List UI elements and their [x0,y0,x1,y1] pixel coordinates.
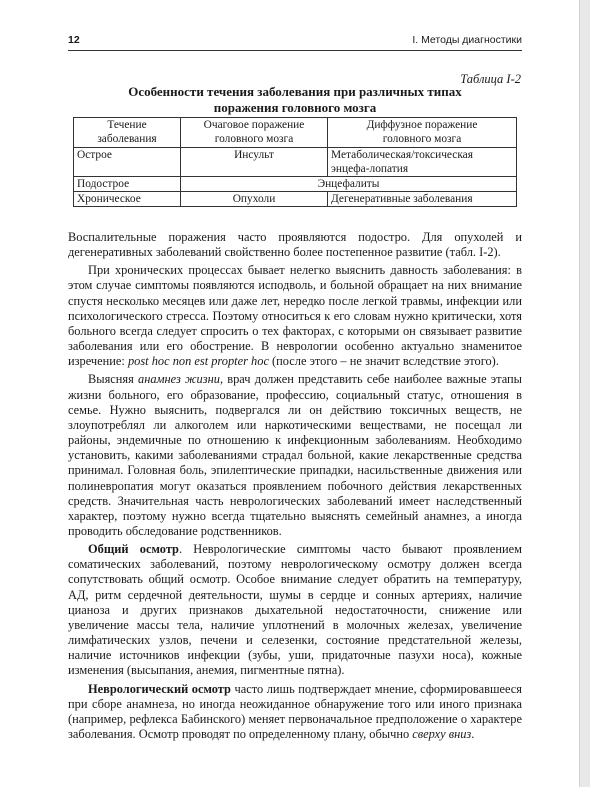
disease-course-table [73,117,517,207]
table-row [74,192,517,207]
table-cell-course: Острое [74,148,181,177]
paragraph [68,263,522,369]
paragraph-text: Воспалительные поражения часто проявляются подостро. Для опухолей и дегенеративных заболеваний свойственно более постепенное развитие (табл. I-2). [68,230,522,260]
table-label: Таблица I-2 [460,72,521,86]
body-text [68,230,522,742]
table-cell-course: Подострое [74,177,181,192]
emphasis-term: сверху вниз [412,727,472,741]
paragraph-text: Выясняя [88,372,139,387]
section-heading-inline: Общий осмотр [88,542,179,557]
emphasis-term: анамнез жизни [138,372,220,387]
paragraph [68,682,522,743]
table-cell-focal: Опухоли [181,192,328,207]
column-header-text: Диффузное поражение [366,119,478,131]
latin-phrase: post hoc non est propter hoc [127,354,269,369]
column-header-text: головного мозга [214,133,294,145]
paragraph-text: . Неврологические симптомы часто бывают проявлением соматических заболеваний, поэтому неврологическому осмотру должен всегда сопутствовать общий осмотр. Особое внимание следует обратить на температуру, АД, ритм сердечной деятельности, шумы в сердце и сонных артериях, наличие цианоза и других признаков дыхательной недостаточности, снижение или увеличение массы тела, наличие уплотнений в молочных железах, увеличение лимфатических узлов, печени и селезенки, состояние предстательной железы, наличие источников инфекции (зубы, уши, придаточные пазухи носа), кожные изменения (высыпания, анемия, пигментные пятна). [68,542,522,678]
running-title: I. Методы диагностики [412,34,522,46]
column-header-text: Течение [107,119,147,131]
table-cell-diffuse: Метаболическая/токсическая энцефа-лопатия [328,148,517,177]
paragraph [68,542,522,678]
column-header-text: заболевания [97,133,157,145]
column-header-diffuse [328,118,517,148]
table-cell-focal: Инсульт [181,148,328,177]
table-row [74,177,517,192]
page-header [68,32,522,50]
paragraph-text: , врач должен представить себе наиболее важные этапы жизни больного, его образование, профессию, социальный статус, отношения в семье. Нужно выяснить, подвергался ли он действию токсичных веществ, не злоупотреблял ли алкоголем или наркотическими веществами, не посещал ли районы, эндемичные по отношению к инфекционным заболеваниям. Необходимо установить, какими заболеваниями страдал больной, какие лекарственные средства принимал. Головная боль, эпилептические припадки, насильственные движения или полиневропатия могут оказаться проявлением побочного действия лекарственных средств. Значительная часть неврологических заболеваний имеет наследственный характер, поэтому нужно всегда тщательно выяснять семейный анамнез, а иногда проводить обследование родственников. [68,372,522,538]
table-row [74,148,517,177]
table-title [68,84,522,116]
paragraph-text: . [471,727,475,741]
table-cell-course: Хроническое [74,192,181,207]
table-title-line: Особенности течения заболевания при различных типах [128,84,462,99]
column-header-course [74,118,181,148]
paragraph-text: часто лишь подтверждает мнение, сформировавшееся при сборе анамнеза, но иногда неожиданное обнаружение того или иного признака (например, рефлекса Бабинского) меняет первоначальное предположение о характере заболевания. Осмотр проводят по определенному плану, обычно [68,681,522,741]
paragraph [68,230,522,260]
section-heading-inline: Неврологический осмотр [88,681,231,696]
paragraph [68,372,522,539]
column-header-text: Очаговое поражение [203,119,305,131]
table-title-line: поражения головного мозга [213,100,377,115]
page-number: 12 [68,34,80,46]
table-header-row [74,118,517,148]
paragraph-text: При хронических процессах бывает нелегко выяснить давность заболевания: в этом случае симптомы появляются исподволь, и больной обращает на них внимание спустя несколько месяцев или даже лет, нередко после легкой травмы, инфекции или психологического стресса. Поэтому относиться к его словам нужно критически, хотя больного всегда следует спросить о тех факторах, с которыми он связывает развитие заболевания или его обострение. В неврологии особенно актуально знаменитое изречение: [68,263,522,369]
header-rule [68,50,522,51]
column-header-text: головного мозга [382,133,462,145]
column-header-focal [181,118,328,148]
paragraph-text: (после этого – не значит вследствие этого). [268,354,499,369]
table-cell-merged: Энцефалиты [181,177,517,192]
table-cell-diffuse: Дегенеративные заболевания [328,192,517,207]
